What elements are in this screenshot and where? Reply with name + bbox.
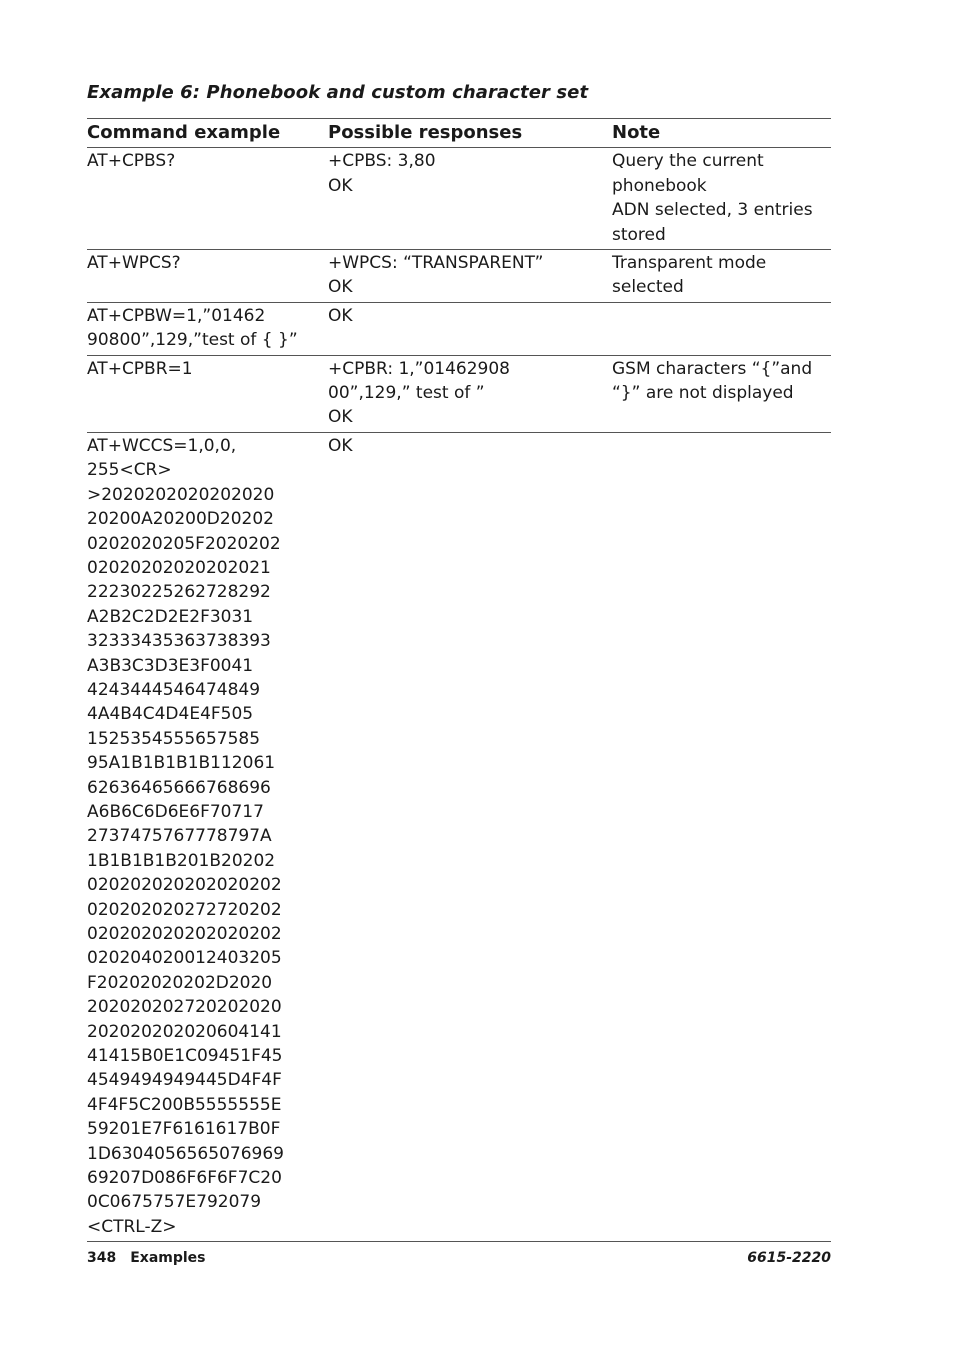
column-header-responses: Possible responses <box>328 119 612 148</box>
column-header-note: Note <box>612 119 831 148</box>
response-cell: +CPBR: 1,”01462908 00”,129,” test of ” OK <box>328 355 612 432</box>
response-cell: +CPBS: 3,80 OK <box>328 148 612 250</box>
page-number: 348 <box>87 1250 117 1266</box>
response-cell: OK <box>328 302 612 355</box>
page-title: Example 6: Phonebook and custom character set <box>87 82 589 103</box>
command-table <box>87 118 831 1242</box>
section-name: Examples <box>130 1250 206 1266</box>
command-cell: AT+WPCS? <box>87 250 328 303</box>
note-cell <box>612 432 831 1241</box>
column-header-command: Command example <box>87 119 328 148</box>
table-row <box>87 302 831 355</box>
command-cell: AT+CPBS? <box>87 148 328 250</box>
document-number: 6615-2220 <box>747 1250 831 1266</box>
footer-left <box>87 1250 206 1266</box>
note-cell: Query the current phonebook ADN selected, 3 entries stored <box>612 148 831 250</box>
command-cell: AT+CPBR=1 <box>87 355 328 432</box>
command-cell: AT+CPBW=1,”01462 90800”,129,”test of { }” <box>87 302 328 355</box>
note-cell: GSM characters “{”and “}” are not displayed <box>612 355 831 432</box>
command-cell: AT+WCCS=1,0,0, 255<CR> >2020202020202020 20200A20200D20202 0202020205F2020202 02020202020202021 22230225262728292 A2B2C2D2E2F3031 32333435363738393 A3B3C3D3E3F0041 4243444546474849 4A4B4C4D4E4F505 1525354555657585 95A1B1B1B1B112061 62636465666768696 A6B6C6D6E6F70717 2737475767778797A 1B1B1B1B201B20202 020202020202020202 020202020272720202 020202020202020202 020204020012403205 F20202020202D2020 202020202720202020 202020202020604141 41415B0E1C09451F45 4549494949445D4F4F 4F4F5C200B5555555E 59201E7F6161617B0F 1D6304056565076969 69207D086F6F6F7C20 0C0675757E792079 <CTRL-Z> <box>87 432 328 1241</box>
table-row <box>87 432 831 1241</box>
note-cell <box>612 302 831 355</box>
response-cell: +WPCS: “TRANSPARENT” OK <box>328 250 612 303</box>
note-cell: Transparent mode selected <box>612 250 831 303</box>
table-row <box>87 250 831 303</box>
response-cell: OK <box>328 432 612 1241</box>
table-row <box>87 148 831 250</box>
table-header-row <box>87 119 831 148</box>
table-row <box>87 355 831 432</box>
